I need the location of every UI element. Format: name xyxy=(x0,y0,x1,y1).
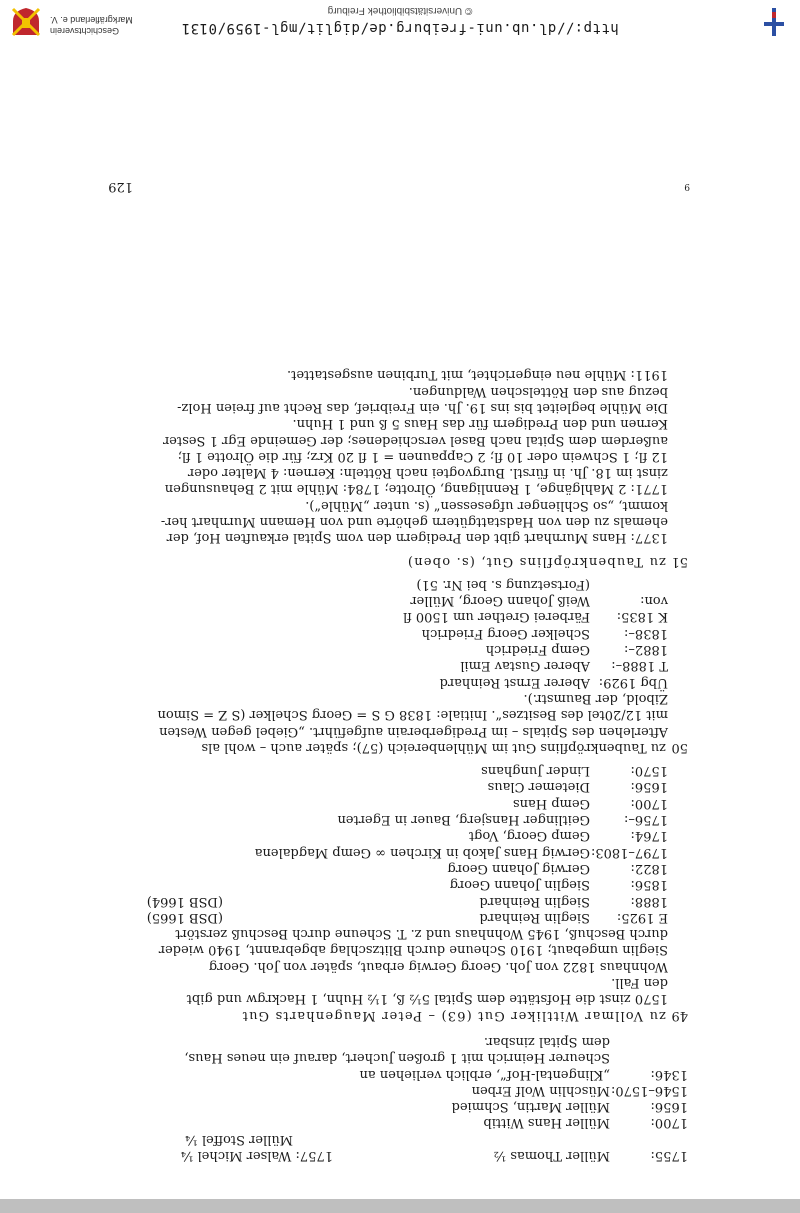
ownership-row: dem Spital zinsbar. xyxy=(483,1033,610,1049)
ownership-row: 1656: Dietemer Claus xyxy=(487,779,668,795)
entry-number: 50 xyxy=(671,739,688,755)
entry-text: Zibold, der Baumstr.). xyxy=(523,690,668,706)
entry-text: ehemals zu den von Hadstattgütern gehörte und von Hemann Murnhart her- xyxy=(160,514,668,530)
ownership-row: 1797–1803: Gerwig Hans Jakob in Kirchen ∞ Gemp Magdalena xyxy=(254,844,668,860)
entry-text: 1911: Mühle neu eingerichtet, mit Turbinen ausgestattet. xyxy=(287,367,668,383)
ownership-row: 1700: Gemp Hans xyxy=(513,795,668,811)
entry-text: 1570 zinst die Hofstätte dem Spital 5½ ß, 1½ Huhn, 1 Hackrgw und gibt xyxy=(186,991,668,1007)
entry-number: 49 xyxy=(671,1007,688,1023)
entry-heading xyxy=(113,739,688,755)
ownership-row: 1546–1570: Müschlin Wolf Erben xyxy=(471,1082,688,1098)
entry-title: zu Vollmar Wittliker Gut (63) – Peter Maugenharts Gut xyxy=(241,1007,666,1023)
ownership-row: 1822: Gerwig Johann Georg xyxy=(447,860,668,876)
ownership-row: Müller Stoffel ¼ xyxy=(185,1131,293,1147)
ownership-row: 1656: Müller Martin, Schmied xyxy=(451,1099,688,1115)
ownership-row: E 1925: Sieglin Reinhard (DSB 1665) xyxy=(146,909,668,925)
entry-heading xyxy=(113,1006,688,1022)
entry-text: 1377: Hans Murnhart gibt den Predigern den vom Spital erkauften Hof, der xyxy=(166,530,668,546)
entry-text: Sieglin umgebaut; 1910 Scheune durch Blitzschlag abgebrannt, 1940 wieder xyxy=(158,942,668,958)
library-credit: © Universitätsbibliothek Freiburg xyxy=(327,5,473,16)
ownership-row: 1882–: Gemp Friedrich xyxy=(485,642,668,658)
ownership-row: 1570: Linder Junghans xyxy=(481,763,668,779)
society-name: Geschichtsverein Markgräflerland e. V. xyxy=(50,15,133,36)
ownership-row: T 1888–: Aberer Gustav Emil xyxy=(460,658,668,674)
entry-text: zinst im 18. Jh. in fürstl. Burgvogtei nach Rötteln: Kernen: 4 Malter oder xyxy=(187,465,668,481)
entry-heading xyxy=(113,552,688,568)
entry-text: 12 fl; 1 Schwein oder 10 fl; 2 Cappaunen = 1 fl 20 Krz; für die Ölrotte 1 fl; xyxy=(177,448,668,464)
document-url[interactable]: http://dl.ub.uni-freiburg.de/diglit/mgl-1959/0131 xyxy=(181,20,619,36)
entry-text: kommt, „so Schlienger ufgesessen“ (s. unter „Mühle“). xyxy=(305,497,668,513)
entry-text: den Fall. xyxy=(611,975,668,991)
entry-title: zu Taubenkröpflins Gut, (s. oben) xyxy=(406,553,666,569)
entry-text: bezug aus den Röttelschen Waldungen. xyxy=(408,383,668,399)
entry-text: durch Beschuß, 1945 Wohnhaus und z. T. Scheune durch Beschuß zerstört xyxy=(175,926,668,942)
page-body xyxy=(113,366,688,1163)
page-header xyxy=(0,0,800,44)
ownership-row: 1756–: Geitlinger Hansjerg, Bauer in Egerten xyxy=(337,812,668,828)
entry-text: mit 12/20tel des Besitzes“. Initiale: 1838 G S = Georg Schelker (S Z = Simon xyxy=(157,707,668,723)
ownership-row: 1346: „Klingental-Hof“, erblich verliehen an xyxy=(359,1066,688,1082)
ownership-row: Übg 1929: Aberer Ernst Reinhard xyxy=(439,674,668,690)
entry-text: außerdem dem Spital nach Basel verschiedenes; der Gemeinde Egr 1 Sester xyxy=(163,432,668,448)
ownership-row: 1700: Müller Hans Wittib xyxy=(483,1115,688,1131)
entry-number: 51 xyxy=(671,553,688,569)
entry-title: zu Taubenkröpflins Gut im Mühlenbereich (57); später auch – wohl als xyxy=(201,739,666,755)
ownership-row: 1764: Gemp Georg, Vogt xyxy=(468,828,668,844)
ownership-row: 1838–: Schelker Georg Friedrich xyxy=(421,625,668,641)
entry-text: Die Mühle begleitet bis ins 19. Jh. ein Freibrief, das Recht auf freien Holz- xyxy=(177,399,668,415)
page-number: 129 xyxy=(108,179,133,194)
ownership-row: 1888: Sieglin Reinhard (DSB 1664) xyxy=(146,893,668,909)
ownership-row: Scheurer Heinrich mit 1 großen Juchert, darauf ein neues Haus, xyxy=(184,1050,610,1066)
ownership-row: K 1835: Färberei Grether um 1500 fl xyxy=(403,609,668,625)
print-signature: 9 xyxy=(684,181,690,191)
ownership-row: von: Weiß Johann Georg, Müller xyxy=(410,593,668,609)
entry-text: Afterlehen des Spitals – im Predigerberain aufgeführt. „Giebel gegen Westen xyxy=(159,723,668,739)
ownership-row: 1856: Sieglin Johann Georg xyxy=(449,877,668,893)
ownership-row: (Fortsetzung s. bei Nr. 51) xyxy=(416,576,590,592)
entry-text: Kernen und den Predigern für das Haus 5 ß und 1 Huhn. xyxy=(292,416,668,432)
entry-text: Wohnhaus 1822 von Joh. Georg Gerwig erbaut, später von Joh. Georg xyxy=(208,958,668,974)
entry-text: 1771: 2 Mahlgänge, 1 Rennligang, Ölrotte; 1784: Mühle mit 2 Behausungen xyxy=(164,481,668,497)
coat-of-arms-icon xyxy=(10,6,42,38)
ownership-row: 1755: Müller Thomas ½ 1757: Walser Michel ¼ xyxy=(180,1148,688,1163)
